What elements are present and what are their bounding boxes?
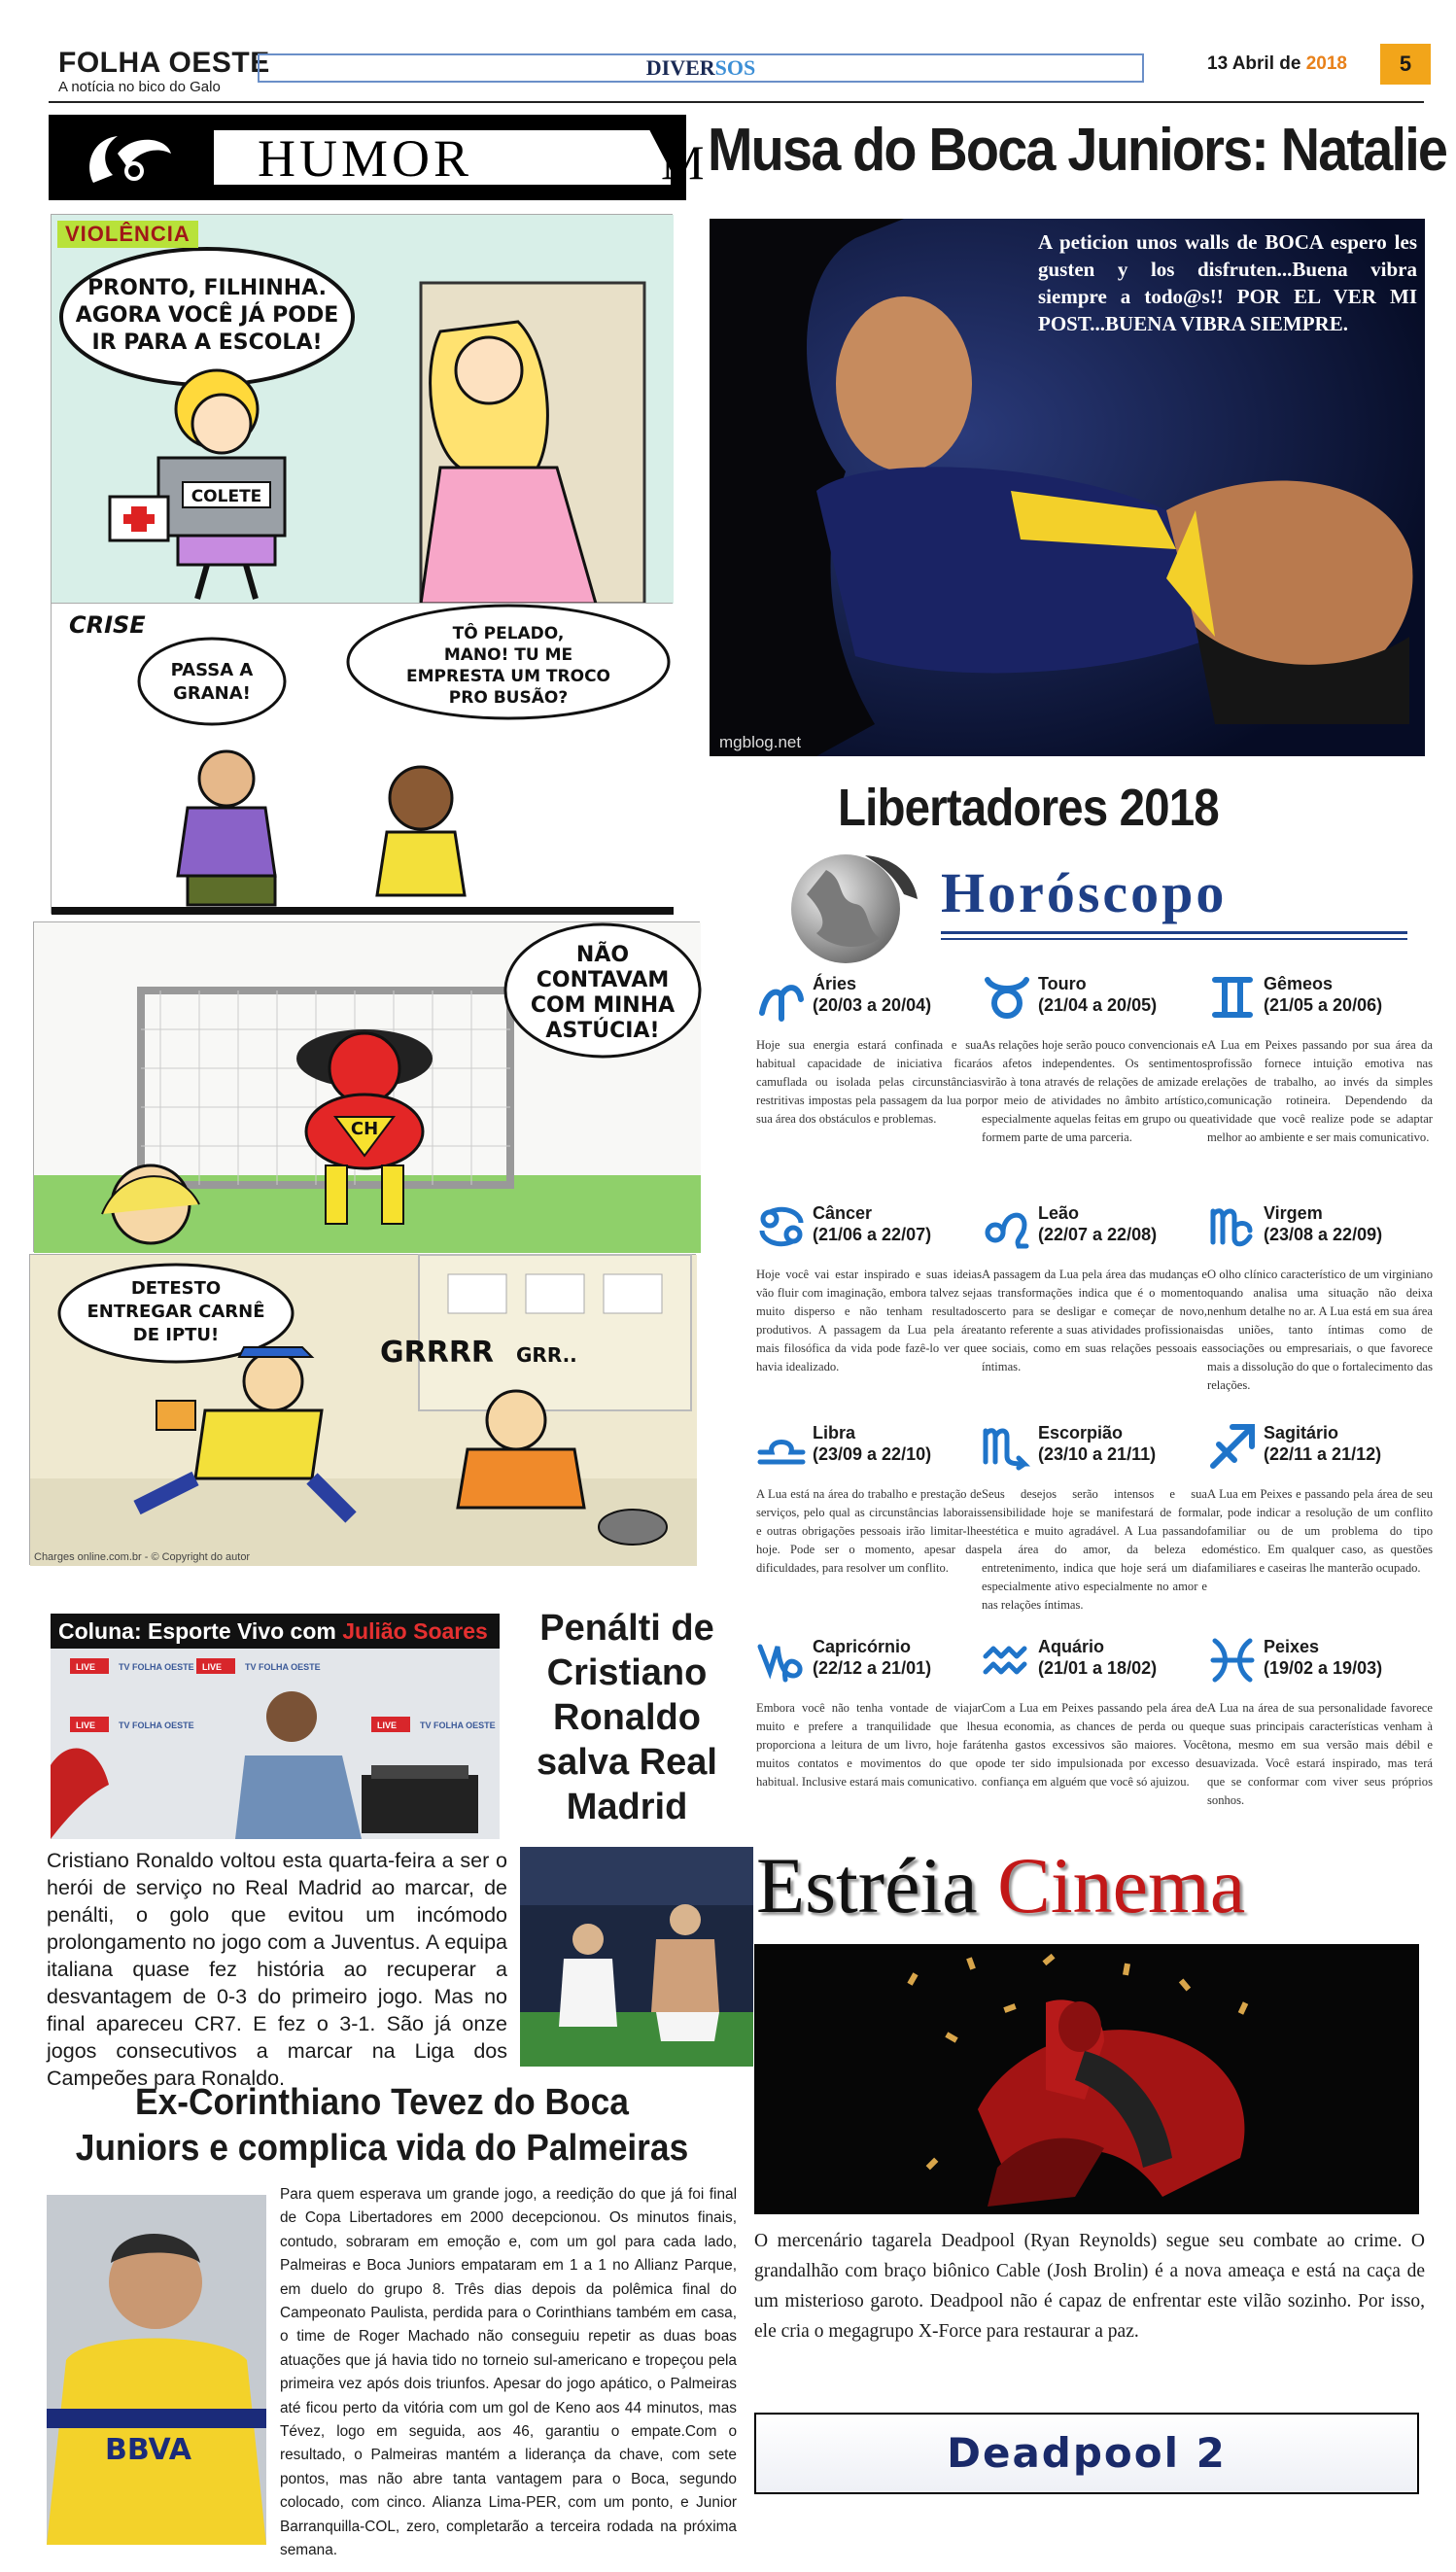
coluna-article: Cristiano Ronaldo voltou esta quarta-feira a ser o herói de serviço no Real Madrid ao marcar, de penálti, o golo que evitou um incómodo prolongamento no jogo com a Juventus. A equipa italiana quase fez história ao recuperar a desvantagem de 0-3 do primeiro jogo. Mas no final apareceu CR7. E fez o 3-1. São já onze jogos consecutivos a marcar na Liga dos Campeões para Ronaldo. [47, 1849, 507, 2090]
live-badge: LIVE [76, 1662, 96, 1672]
sign-scorpio [982, 1421, 1207, 1615]
sign-aquarius [982, 1635, 1207, 1791]
sign-dates: (21/01 a 18/02) [1038, 1658, 1158, 1678]
issue-date-text: 13 Abril de [1207, 53, 1301, 74]
humor-banner-tail: M [661, 135, 705, 190]
masthead-divider [49, 101, 1424, 103]
sign-dates: (19/02 a 19/03) [1264, 1658, 1383, 1678]
musa-photo [710, 219, 1425, 756]
tevez-photo [47, 2195, 266, 2545]
sign-text: A passagem da Lua pela área das mudanças e as transformações indica que é o momento certo para se desligar e começar de novo, tanto referente a suas atividades profissionais e sociais, como em suas relações pessoais e íntimas. [982, 1268, 1207, 1373]
humor-banner [49, 115, 705, 200]
comic3-bubble-line1: NÃO [575, 943, 630, 967]
sign-name: Câncer [813, 1203, 873, 1223]
tevez-shirt-sponsor: BBVA [105, 2433, 191, 2467]
tv-logo-text: TV FOLHA OESTE [420, 1720, 496, 1730]
coluna-header [51, 1614, 500, 1649]
horoscopo-rule [941, 931, 1407, 934]
sign-dates: (20/03 a 20/04) [813, 995, 932, 1015]
movie-title-box [754, 2413, 1419, 2494]
comic2-bubble1-line1: PASSA A [170, 660, 254, 680]
sign-dates: (23/09 a 22/10) [813, 1444, 932, 1464]
section-title [258, 53, 1144, 83]
comic4-bubble-line1: DETESTO [130, 1278, 222, 1299]
live-badge: LIVE [202, 1662, 223, 1672]
comic4-growl1: GRRRR [380, 1336, 495, 1370]
comic1-bubble-line2: AGORA VOCÊ JÁ PODE [75, 303, 339, 328]
musa-headline: Musa do Boca Juniors: Natalie [708, 117, 1447, 184]
coluna-photo [51, 1649, 500, 1839]
sign-dates: (22/11 a 21/12) [1264, 1444, 1382, 1464]
tevez-article: Para quem esperava um grande jogo, a reedição do que já foi final de Copa Libertadores em 2000 decepcionou. Os minutos finais, contudo, sobraram em emoção e, com um gol para cada lado, Palmeiras e Boca Juniors empataram em 1 a 1 no Allianz Parque, em duelo do grupo 8. Três dias depois da polêmica final do Campeonato Paulista, perdida para o Corinthians também em casa, o time de Roger Machado não conseguiu repetir as duas boas atuações que já havia tido no torneio sul-americano e tropeçou pela primeira vez após dois triunfos. Apesar do jogo apático, o Palmeiras até ficou perto da vitória com um gol de Keno aos 44 minutos, mas Tévez, logo em seguida, aos 46, garantiu o empate.Com o resultado, o Palmeiras mantém a liderança da chave, com sete pontos, mas não abre tanta vantagem para o Boca, segundo colocado, com cinco. Alianza Lima-PER, com um ponto, e Junior Barranquilla-COL, zero, completarão a terceira rodada na próxima semana. [280, 2186, 737, 2559]
horoscopo-title: Horóscopo [941, 861, 1228, 924]
horoscopo-rule-thin [941, 938, 1407, 940]
taurus-icon [982, 974, 1032, 1021]
virgo-icon [1207, 1203, 1258, 1250]
comic3-bubble-line4: ASTÚCIA! [545, 1019, 660, 1043]
sign-name: Leão [1038, 1203, 1080, 1223]
cinema-article: O mercenário tagarela Deadpool (Ryan Reynolds) segue seu combate ao crime. O grandalhão com braço biônico Cable (Josh Brolin) é a nova ameaça e está na caça de um misterioso garoto. Deadpool não é capaz de enfrentar este vilão sozinho. Por isso, ele cria o megagrupo X-Force para restaurar a paz. [754, 2231, 1425, 2342]
leo-icon [982, 1203, 1032, 1250]
sign-text: Hoje você vai estar inspirado e suas ideias vão fluir com imaginação, embora talvez seja muito disperso e não tenham resultados produtivos. A passagem da Lua pela área mais filosófica da vida pode fazê-lo ver que havia idealizado. [756, 1268, 982, 1373]
cinema-title-part-b: Cinema [997, 1841, 1246, 1929]
comic4-bubble-line3: DE IPTU! [132, 1325, 220, 1345]
cinema-title-part-a: Estréia [756, 1841, 978, 1929]
sign-dates: (21/05 a 20/06) [1264, 995, 1383, 1015]
sign-text: A Lua em Peixes passando por sua área da profissão fornece intuição emotiva nas relações de trabalho, ao invés da simples comunicação rotineira. Dependendo da atividade que você realize pode se adaptar melhor ao ambiente e ser mais comunicativo. [1207, 1038, 1433, 1144]
coluna-label: Coluna: Esporte Vivo com [58, 1618, 336, 1644]
aries-icon [756, 974, 807, 1021]
sign-gemini [1207, 972, 1433, 1147]
humor-logo-icon [74, 124, 181, 192]
cinema-headline [756, 1842, 1245, 1929]
masthead-brand [58, 49, 270, 95]
globe-icon [787, 846, 923, 972]
comic2-tag: CRISE [69, 611, 146, 639]
sign-dates: (22/12 a 21/01) [813, 1658, 932, 1678]
sign-text: Seus desejos serão intensos e sua sensibilidade hoje se manifestará de forma estética e muito agradável. A Lua passando pela área do amor, da beleza e entretenimento, indica que hoje será um dia especialmente ativo especialmente no amor e nas relações íntimas. [982, 1487, 1207, 1612]
comic-crise [51, 603, 673, 914]
comic-violencia [51, 214, 673, 603]
comic1-bubble-line3: IR PARA A ESCOLA! [91, 330, 323, 355]
live-badge: LIVE [377, 1720, 398, 1730]
aquarius-icon [982, 1637, 1032, 1684]
musa-credit: mgblog.net [719, 733, 802, 751]
sign-name: Libra [813, 1423, 856, 1442]
brand-name: FOLHA OESTE [58, 47, 270, 79]
comic3-bubble-line3: COM MINHA [530, 993, 676, 1018]
humor-banner-title: HUMOR [258, 129, 473, 188]
sagittarius-icon [1207, 1423, 1258, 1470]
penalti-headline: Penálti de Cristiano Ronaldo salva Real Madrid [537, 1608, 717, 1827]
penalti-photo [520, 1847, 753, 2067]
sign-text: A Lua em Peixes e passando pela área de seu lar, pode indicar a resolução de um conflito familiar ou de um problema do tipo doméstico. Em qualquer caso, as questões familiares e caseiras lhe manterão ocupado. [1207, 1487, 1433, 1575]
comic1-tag: VIOLÊNCIA [57, 221, 198, 248]
sign-dates: (23/10 a 21/11) [1038, 1444, 1157, 1464]
movie-title: Deadpool 2 [947, 2429, 1227, 2477]
comic2-bubble2-line4: PRO BUSÃO? [448, 688, 569, 708]
libra-icon [756, 1423, 807, 1470]
sign-name: Capricórnio [813, 1637, 912, 1656]
section-title-part-a: DIVER [645, 55, 715, 80]
tv-logo-text: TV FOLHA OESTE [119, 1662, 194, 1672]
coluna-author: Julião Soares [342, 1618, 488, 1644]
comic3-shirt-logo: CH [350, 1119, 379, 1139]
comic3-bubble-line2: CONTAVAM [536, 968, 670, 992]
comic2-bubble2-line1: TÔ PELADO, [452, 624, 565, 643]
cancer-icon [756, 1203, 807, 1250]
capricorn-icon [756, 1637, 807, 1684]
sign-name: Peixes [1264, 1637, 1320, 1656]
tv-logo-text: TV FOLHA OESTE [245, 1662, 321, 1672]
gemini-icon [1207, 974, 1258, 1021]
comic2-bubble2-line2: MANO! TU ME [443, 645, 573, 665]
sign-text: O olho clínico característico de um virginiano quando analisa uma situação não deixa nenhum detalhe no ar. A Lua está em sua área das uniões, tanto íntimas como de associações ou empresariais, o que favorece mais a dissolução do que o fortalecimento das relações. [1207, 1268, 1433, 1392]
sign-text: As relações hoje serão pouco convencionais e os afetos independentes. Os sentimentos virão à tona através de relações de amizade e por meio de atividades no âmbito artístico, especialmente aquelas feitas em grupo ou que formem parte de uma parceria. [982, 1038, 1207, 1144]
sign-name: Escorpião [1038, 1423, 1124, 1442]
comic4-bubble-line2: ENTREGAR CARNÊ [87, 1302, 265, 1322]
section-title-part-b: SOS [714, 55, 756, 80]
sign-aries [756, 972, 982, 1129]
sign-taurus [982, 972, 1207, 1147]
sign-virgo [1207, 1201, 1433, 1395]
brand-slogan: A notícia no bico do Galo [58, 79, 221, 95]
page-number: 5 [1380, 44, 1431, 85]
sign-dates: (23/08 a 22/09) [1264, 1225, 1383, 1244]
sign-text: A Lua está na área do trabalho e prestação de serviços, pelo qual as circunstâncias laborais e outras obrigações pessoais irão limitar-lhe hoje. Pode ser o momento, apesar das dificuldades, para resolver um conflito. [756, 1487, 982, 1575]
sign-dates: (22/07 a 22/08) [1038, 1225, 1158, 1244]
tv-logo-text: TV FOLHA OESTE [119, 1720, 194, 1730]
live-badge: LIVE [76, 1720, 96, 1730]
comic-chapolin [33, 921, 700, 1252]
sign-name: Aquário [1038, 1637, 1105, 1656]
sign-dates: (21/04 a 20/05) [1038, 995, 1158, 1015]
issue-date [1207, 53, 1347, 75]
comic4-credit: Charges online.com.br - © Copyright do autor [34, 1551, 251, 1563]
sign-sagittarius [1207, 1421, 1433, 1578]
sign-libra [756, 1421, 982, 1578]
sign-text: A Lua na área de sua personalidade favorece que suas principais características venham à tona, mesmo em sua versão mais débil e suavizada. Você estará inspirado, mas terá que se conformar com viver seus próprios sonhos. [1207, 1701, 1433, 1807]
sign-name: Touro [1038, 974, 1087, 993]
sign-name: Virgem [1264, 1203, 1323, 1223]
comic-iptu [29, 1254, 696, 1565]
comic1-bubble-line1: PRONTO, FILHINHA. [87, 276, 327, 300]
sign-dates: (21/06 a 22/07) [813, 1225, 932, 1244]
sign-name: Gêmeos [1264, 974, 1334, 993]
sign-pisces [1207, 1635, 1433, 1810]
sign-cancer [756, 1201, 982, 1376]
musa-caption: A peticion unos walls de BOCA espero les gusten y los disfruten...Buena vibra siempre a todo@s!! POR EL VER MI POST...BUENA VIBRA SIEMPRE. [1038, 230, 1417, 335]
tevez-headline: Ex-Corinthiano Tevez do Boca Juniors e complica vida do Palmeiras [75, 2082, 689, 2169]
comic1-vest-label: COLETE [191, 487, 262, 506]
sign-name: Áries [813, 974, 857, 993]
comic2-bubble2-line3: EMPRESTA UM TROCO [406, 667, 610, 686]
sign-capricorn [756, 1635, 982, 1791]
issue-year: 2018 [1305, 53, 1348, 74]
libertadores-headline: Libertadores 2018 [838, 779, 1219, 837]
sign-text: Embora você não tenha vontade de viajar muito e prefere a tranquilidade que lhe proporciona a leitura de um livro, hoje fará muitos contatos e movimentos do que o habitual. Inclusive estará mais comunicativo. [756, 1701, 982, 1789]
scorpio-icon [982, 1423, 1032, 1470]
comic4-growl2: GRR.. [516, 1343, 577, 1367]
sign-leo [982, 1201, 1207, 1376]
sign-name: Sagitário [1264, 1423, 1339, 1442]
pisces-icon [1207, 1637, 1258, 1684]
sign-text: Com a Lua em Peixes passando pela área de sua economia, as chances de perda ou que tenha gastos excessivos são maiores. Você pode ter sido impulsionada por excesso de confiança em alguém que você só ajuizou. [982, 1701, 1207, 1789]
sign-text: Hoje sua energia estará confinada e sua habitual capacidade de iniciativa ficará camuflada ou isolada pelas circunstâncias restritivas impostas pela passagem da lua por sua área dos obstáculos e problemas. [756, 1038, 982, 1126]
comic2-bubble1-line2: GRANA! [173, 683, 251, 704]
cinema-poster [754, 1944, 1419, 2214]
